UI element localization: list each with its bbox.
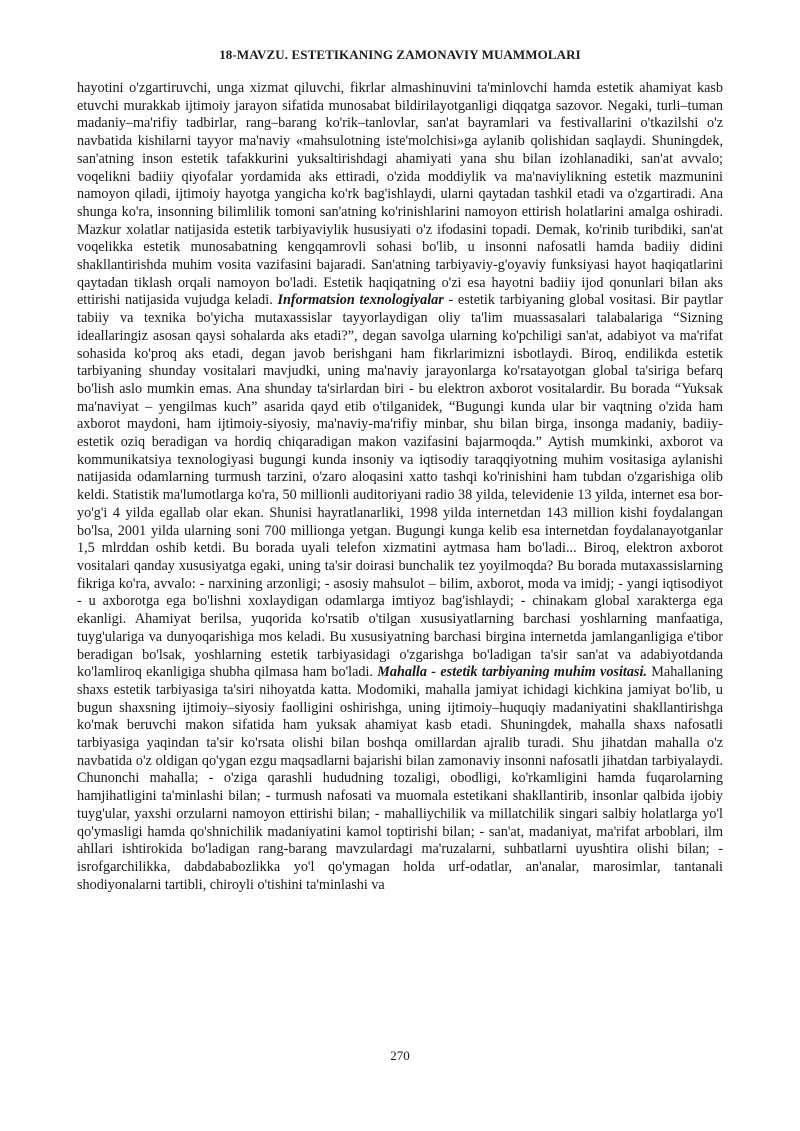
bold-heading-mahalla: Mahalla - estetik tarbiyaning muhim vositasi. <box>377 664 647 681</box>
bold-heading-informatsion: Informatsion texnologiyalar <box>277 292 444 309</box>
body-text <box>77 80 723 894</box>
paragraph-segment: - estetik tarbiyaning global vositasi. Bir paytlar tabiiy va texnika bo'yicha mutaxassislar tayyorlaydigan oliy ta'lim muassasalari talabalariga “Sizning ideallaringiz asosan qaysi sohalarda aks etadi?”, degan savolga ularning ko'pchiligi san'at, adabiyot va ma'rifat sohasida ko'proq aks etadi, degan javob berishgani ham fikrlarimizni isbotlaydi. Biroq, endilikda estetik tarbiyaning shunday vositalari mavjudki, uning ma'naviy jarayonlarga ko'rsatayotgan global ta'siriga befarq bo'lish aslo mumkin emas. Ana shunday ta'sirlardan biri - bu elektron axborot vositalardir. Bu borada “Yuksak ma'naviyat – yengilmas kuch” asarida qayd etib o'tilganidek, “Bugungi kunda ular bir vaqtning o'zida ham axborot maydoni, ham ijtimoiy-siyosiy, ma'naviy-ma'rifiy minbar, shu bilan birga, insonga madaniy, badiiy-estetik oziq beradigan va hordiq chiqaradigan makon vazifasini bajarmoqda.” Aytish mumkinki, axborot va kommunikatsiya texnologiyasi bugungi kunda insoniy va iqtisodiy taraqqiyotning muhim vositasiga aylanishi natijasida odamlarning turmush tarzini, o'zaro aloqasini xatto tashqi ko'rinishini ham tubdan o'zgarishiga olib keldi. Statistik ma'lumotlarga ko'ra, 50 millionli auditoriyani radio 38 yilda, televidenie 13 yilda, internet esa bor-yo'g'i 4 yilda egallab olar ekan. Shunisi hayratlanarliki, 1998 yilda internetdan 143 million kishi foydalangan bo'lsa, 2001 yilda ularning soni 700 millionga yetgan. Bugungi kunga kelib esa internetdan foydalanayotganlar 1,5 mlrddan oshib ketdi. Bu borada uyali telefon xizmatini aytmasa ham bo'ladi... Biroq, elektron axborot vositalari qanday xususiyatga egaki, uning ta'sir doirasi bunchalik tez yoyilmoqda? Bu borada mutaxassislarning fikriga ko'ra, avvalo: - narxining arzonligi; - asosiy mahsulot – bilim, axborot, moda va imidj; - yangi iqtisodiyot - u axborotga ega bo'lishni xoxlaydigan odamlarga imtiyoz bag'ishlaydi; - chinakam global xarakterga ega ekanligi. Ahamiyat berilsa, yuqorida ko'rsatib o'tilgan xususiyatlarning barchasi yoshlarning manfaatiga, tuyg'ulariga va dunyoqarishiga mos keladi. Bu xususiyatning barchasi birgina internetda jamlanganligiga e'tibor beradigan bo'lsak, yoshlarning estetik tarbiyasidagi o'zgarishga bo'ladigan ta'sir san'at va adabiyotdanda ko'lamliroq ekanligiga shubha qilmasa ham bo'ladi. <box>77 292 723 681</box>
paragraph-segment: Mahallaning shaxs estetik tarbiyasiga ta'siri nihoyatda katta. Modomiki, mahalla jamiyat ichidagi kichkina jamiyat bo'lib, u bugun shaxsning ijtimoiy–siyosiy faolligini oshirishga, uning ijtimoiy–huquqiy madaniyatini shakllantirishga ko'mak beruvchi makon sifatida ham yuksak ahamiyat kasb etadi. Shuningdek, mahalla shaxs nafosatli tarbiyasiga yaqindan ta'sir ko'rsata olishi bilan boshqa omillardan ajralib turadi. Shu jihatdan mahalla o'z navbatida o'z oldigan qo'ygan ezgu maqsadlarni bajarishi bilan zamonaviy insonni nafosatli jihatdan tarbiyalaydi. Chunonchi mahalla; - o'ziga qarashli hududning tozaligi, obodligi, ko'rkamligini hamda fuqarolarning hamjihatligini ta'minlashi bilan; - turmush nafosati va muomala estetikani shakllantirib, insonlar qalbida ijobiy tuyg'ular, yaxshi orzularni namoyon ettirishi bilan; - mahalliychilik va millatchilik singari salbiy holatlarga yo'l qo'ymasligi hamda qo'shnichilik madaniyatini kamol toptirishi bilan; - san'at, madaniyat, ma'rifat arboblari, ilm ahllari ishtirokida bo'ladigan rang-barang mavzulardagi ma'ruzalarni, suhbatlarni uyushtira olishi bilan; - isrofgarchilikka, dabdababozlikka yo'l qo'ymagan holda urf-odatlar, an'analar, marosimlar, tantanali shodiyonalarni tartibli, chiroyli o'tishini ta'minlashi va <box>77 664 724 893</box>
paragraph-segment: hayotini o'zgartiruvchi, unga xizmat qiluvchi, fikrlar almashinuvini ta'minlovchi hamda estetik ahamiyat kasb etuvchi murakkab ijtimoiy jarayon sifatida munosabat bildirilayotganligi diqqatga sazovor. Negaki, turli–tuman madaniy–ma'rifiy tadbirlar, rang–barang ko'rik–tanlovlar, san'at bayramlari va festivallarini o'tkazilshi o'z navbatida kishilarni tayyor ma'naviy «mahsulotning iste'molchisi»ga aylanib qolishidan saqlaydi. Shuningdek, san'atning inson estetik tafakkurini yuksaltirishdagi ahamiyati yana shu bilan izohlanadiki, san'at avvalo; voqelikni badiiy qiyofalar yordamida aks ettiradi, o'zida moddiylik va ma'naviylikning estetik mazmunini namoyon qiladi, ijtimoiy hayotga yangicha ko'rk bag'ishlaydi, ularni qaytadan tashkil etadi va o'zgartiradi. Ana shunga ko'ra, insonning bilimlilik tomoni san'atning ko'rinishlarini namoyon ettirish holatlarini amalga oshiradi. Mazkur xolatlar natijasida estetik tarbiyaviylik hususiyati o'z ifodasini topadi. Demak, ko'rinib turibdiki, san'at voqelikka estetik munosabatning kengqamrovli sohasi bo'lib, u insonni nafosatli hamda badiiy didini shakllantirishda muhim vosita vazifasini bajaradi. San'atning tarbiyaviy-g'oyaviy funksiyasi hayot haqiqatlarini qaytadan tiklash orqali namoyon bo'ladi. Estetik haqiqatning o'zi esa hayotni badiiy ijod qonunlari bilan aks ettirishi natijasida vujudga keladi. <box>77 80 723 309</box>
page-header: 18-MAVZU. ESTETIKANING ZAMONAVIY MUAMMOLARI <box>219 47 581 62</box>
page-number: 270 <box>390 1048 410 1063</box>
